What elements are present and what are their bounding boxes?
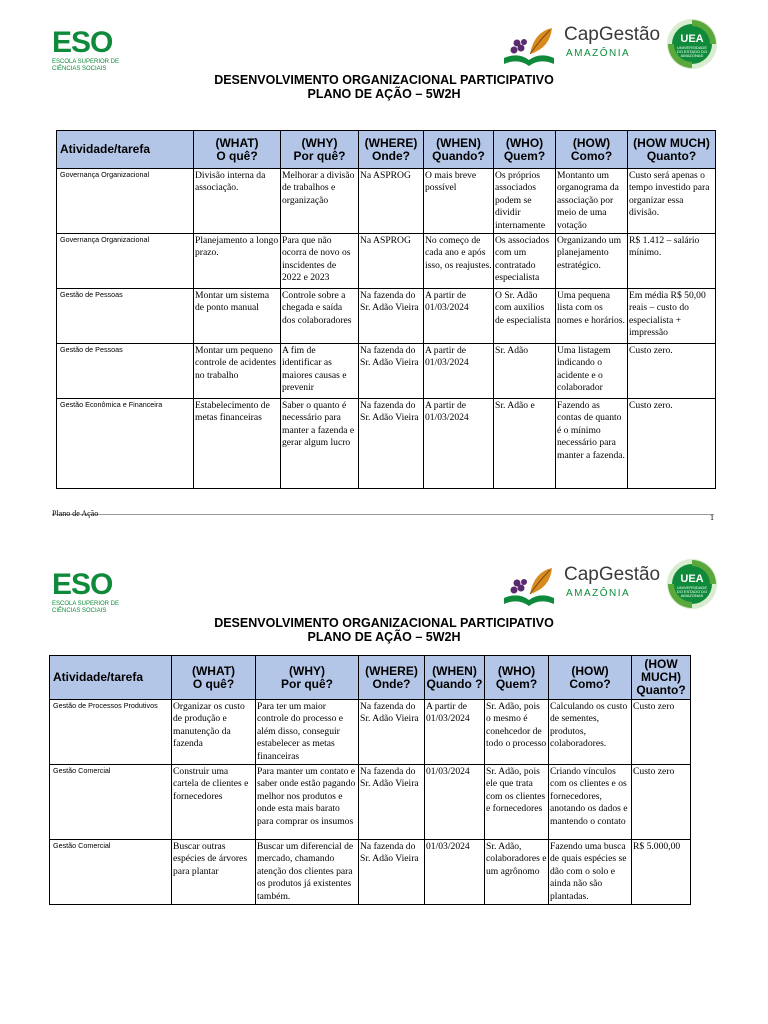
table-row xyxy=(57,289,716,344)
title-line-1: DESENVOLVIMENTO ORGANIZACIONAL PARTICIPATIVO xyxy=(214,616,554,630)
capgestao-logo xyxy=(500,558,720,612)
cell-how-much: Em média R$ 50,00 reais – custo do especialista + impressão xyxy=(628,289,716,344)
header-activity xyxy=(57,131,194,169)
book-leaf-icon xyxy=(500,564,558,608)
header-where-b: Onde? xyxy=(372,148,410,163)
cell-who: Sr. Adão, pois o mesmo é conehcedor de todo o processo xyxy=(485,700,549,765)
header-who xyxy=(485,656,549,700)
cell-activity: Governança Organizacional xyxy=(57,169,194,234)
title-line-2: PLANO DE AÇÃO – 5W2H xyxy=(307,87,461,101)
header-when-b: Quando? xyxy=(432,148,485,163)
cell-when: O mais breve possível xyxy=(424,169,494,234)
header-who-a: (WHO) xyxy=(505,135,544,150)
book-leaf-icon xyxy=(500,24,558,68)
action-plan-table-1 xyxy=(56,130,716,489)
cell-where: Na ASPROG xyxy=(359,169,424,234)
header-row xyxy=(57,131,716,169)
cell-what: Montar um sistema de ponto manual xyxy=(194,289,281,344)
uea-logo xyxy=(666,558,718,610)
document-title xyxy=(0,73,768,101)
cell-how: Fazendo uma busca de quais espécies se dão com o solo e ainda não são plantadas. xyxy=(549,840,632,905)
header-what-b: O quê? xyxy=(192,676,235,691)
cell-when: A partir de 01/03/2024 xyxy=(425,700,485,765)
table-row xyxy=(50,700,691,765)
header-what-a: (WHAT) xyxy=(215,135,259,150)
uea-small-3: AMAZONAS xyxy=(680,593,704,598)
cell-why: Controle sobre a chegada e saída dos colaboradores xyxy=(281,289,359,344)
table-row xyxy=(57,169,716,234)
table-row xyxy=(50,765,691,840)
capgestao-name: CapGestão xyxy=(564,564,661,585)
cell-when: 01/03/2024 xyxy=(425,840,485,905)
page-number: 1 xyxy=(710,513,714,522)
header-activity-label: Atividade/tarefa xyxy=(60,142,151,156)
header-how-much xyxy=(632,656,691,700)
header-what-a: (WHAT) xyxy=(191,663,236,678)
document-title xyxy=(0,616,768,644)
cell-how: Calculando os custo de sementes, produtos, colaboradores. xyxy=(549,700,632,765)
header-who-a: (WHO) xyxy=(497,663,536,678)
eso-wordmark: ESO xyxy=(52,26,113,59)
table-row xyxy=(57,234,716,289)
cell-how: Fazendo as contas de quanto é o mínimo necessário para manter a fazenda. xyxy=(556,399,628,489)
header-why xyxy=(281,131,359,169)
cell-why: Para ter um maior controle do processo e além disso, conseguir estabelecer as metas financeiras xyxy=(256,700,359,765)
header-row xyxy=(50,656,691,700)
cell-how-much: Custo zero xyxy=(632,700,691,765)
uea-small-3: AMAZONAS xyxy=(680,53,704,58)
cell-where: Na fazenda do Sr. Adão Vieira xyxy=(359,765,425,840)
cell-where: Na fazenda do Sr. Adão Vieira xyxy=(359,399,424,489)
action-plan-table-2 xyxy=(49,655,691,905)
cell-how: Criando vínculos com os clientes e os fornecedores, anotando os dados e mantendo o contato xyxy=(549,765,632,840)
cell-where: Na ASPROG xyxy=(359,234,424,289)
cell-how-much: Custo zero. xyxy=(628,344,716,399)
cell-how-much: Custo zero. xyxy=(628,399,716,489)
table-row xyxy=(57,399,716,489)
header-where xyxy=(359,656,425,700)
header-how-b: Como? xyxy=(569,676,611,691)
cell-why: Saber o quanto é necessário para manter a fazenda e gerar algum lucro xyxy=(281,399,359,489)
header-why-b: Por quê? xyxy=(280,676,333,691)
cell-where: Na fazenda do Sr. Adão Vieira xyxy=(359,700,425,765)
header-why-b: Por quê? xyxy=(293,148,346,163)
header-why-a: (WHY) xyxy=(301,135,338,150)
cell-how: Montanto um organograma da associação por meio de uma votação xyxy=(556,169,628,234)
eso-subtitle-2: CIÊNCIAS SOCIAIS xyxy=(52,608,107,614)
header-who-b: Quem? xyxy=(495,676,538,691)
header-how-much-b: MUCH) Quanto? xyxy=(636,670,686,697)
cell-when: A partir de 01/03/2024 xyxy=(424,344,494,399)
header-when-b: Quando ? xyxy=(426,676,483,691)
title-line-1: DESENVOLVIMENTO ORGANIZACIONAL PARTICIPATIVO xyxy=(214,73,554,87)
table-row xyxy=(57,344,716,399)
header-how-much-a: (HOW MUCH) xyxy=(633,135,710,150)
cell-who: Sr. Adão xyxy=(494,344,556,399)
cell-what: Organizar os custo de produção e manutenção da fazenda xyxy=(172,700,256,765)
cell-how-much: R$ 1.412 – salário mínimo. xyxy=(628,234,716,289)
header-where-a: (WHERE) xyxy=(365,663,418,678)
cell-where: Na fazenda do Sr. Adão Vieira xyxy=(359,840,425,905)
eso-subtitle-1: ESCOLA SUPERIOR DE xyxy=(52,601,120,607)
cell-how: Organizando um planejamento estratégico. xyxy=(556,234,628,289)
cell-what: Construir uma cartela de clientes e fornecedores xyxy=(172,765,256,840)
cell-activity: Gestão Comercial xyxy=(50,765,172,840)
page-2 xyxy=(0,548,768,1024)
cell-what: Buscar outras espécies de árvores para plantar xyxy=(172,840,256,905)
cell-how-much: Custo será apenas o tempo investido para organizar essa divisão. xyxy=(628,169,716,234)
header-how-much-b: Quanto? xyxy=(646,148,697,163)
header-how-b: Como? xyxy=(570,148,613,163)
uea-small-2: DO ESTADO DO xyxy=(676,589,708,594)
cell-how: Uma listagem indicando o acidente e o colaborador xyxy=(556,344,628,399)
uea-label: UEA xyxy=(680,33,704,45)
uea-label: UEA xyxy=(680,573,704,585)
header-what-b: O quê? xyxy=(216,148,258,163)
cell-activity: Gestão de Pessoas xyxy=(57,344,194,399)
capgestao-name: CapGestão xyxy=(564,24,661,45)
cell-activity: Gestão de Processos Produtivos xyxy=(50,700,172,765)
capgestao-subtitle: AMAZÔNIA xyxy=(566,588,631,599)
cell-where: Na fazenda do Sr. Adão Vieira xyxy=(359,344,424,399)
title-line-2: PLANO DE AÇÃO – 5W2H xyxy=(307,630,461,644)
header-why-a: (WHY) xyxy=(289,663,325,678)
uea-small-1: UNIVERSIDADE xyxy=(676,45,707,50)
cell-who: Os associados com um contratado especialista xyxy=(494,234,556,289)
header-what xyxy=(172,656,256,700)
cell-why: A fim de identificar as maiores causas e prevenir xyxy=(281,344,359,399)
cell-how-much: Custo zero xyxy=(632,765,691,840)
uea-logo xyxy=(666,18,718,70)
cell-activity: Governança Organizacional xyxy=(57,234,194,289)
table-row xyxy=(50,840,691,905)
eso-logo xyxy=(52,28,119,72)
cell-when: A partir de 01/03/2024 xyxy=(424,289,494,344)
header-how xyxy=(549,656,632,700)
header-activity-label: Atividade/tarefa xyxy=(53,670,144,684)
cell-what: Planejamento a longo prazo. xyxy=(194,234,281,289)
header-where-a: (WHERE) xyxy=(364,135,418,150)
cell-who: O Sr. Adão com auxilios de especialista xyxy=(494,289,556,344)
header-when-a: (WHEN) xyxy=(432,663,477,678)
header-where-b: Onde? xyxy=(372,676,411,691)
header-activity xyxy=(50,656,172,700)
cell-what: Estabelecimento de metas financeiras xyxy=(194,399,281,489)
header-how-a: (HOW) xyxy=(571,663,609,678)
header-how-much xyxy=(628,131,716,169)
eso-logo xyxy=(52,570,119,614)
header-how-much-a: (HOW xyxy=(644,657,678,671)
cell-how: Uma pequena lista com os nomes e horários. xyxy=(556,289,628,344)
capgestao-subtitle: AMAZÔNIA xyxy=(566,48,631,59)
cell-who: Sr. Adão e xyxy=(494,399,556,489)
header-what xyxy=(194,131,281,169)
cell-how-much: R$ 5.000,00 xyxy=(632,840,691,905)
eso-subtitle-1: ESCOLA SUPERIOR DE xyxy=(52,59,120,65)
cell-who: Sr. Adão, colaboradores e um agrônomo xyxy=(485,840,549,905)
header-who xyxy=(494,131,556,169)
cell-who: Sr. Adão, pois ele que trata com os clientes e fornecedores xyxy=(485,765,549,840)
cell-when: 01/03/2024 xyxy=(425,765,485,840)
cell-why: Buscar um diferencial de mercado, chamando atenção dos clientes para os produtos já existentes também. xyxy=(256,840,359,905)
capgestao-logo xyxy=(500,18,720,72)
header-when xyxy=(424,131,494,169)
uea-small-text xyxy=(666,586,718,598)
cell-why: Melhorar a divisão de trabalhos e organização xyxy=(281,169,359,234)
header-how xyxy=(556,131,628,169)
eso-subtitle-2: CIÊNCIAS SOCIAIS xyxy=(52,66,107,72)
header-when-a: (WHEN) xyxy=(436,135,481,150)
cell-why: Para que não ocorra de novo os inscidentes de 2022 e 2023 xyxy=(281,234,359,289)
header-how-a: (HOW) xyxy=(572,135,611,150)
cell-who: Os próprios associados podem se dividir internamente xyxy=(494,169,556,234)
uea-small-2: DO ESTADO DO xyxy=(676,49,708,54)
cell-activity: Gestão Econômica e Financeira xyxy=(57,399,194,489)
header-why xyxy=(256,656,359,700)
eso-wordmark: ESO xyxy=(52,568,113,601)
cell-activity: Gestão de Pessoas xyxy=(57,289,194,344)
cell-when: No começo de cada ano e após isso, os reajustes. xyxy=(424,234,494,289)
footer-divider xyxy=(52,514,714,515)
cell-activity: Gestão Comercial xyxy=(50,840,172,905)
cell-why: Para manter um contato e saber onde estão pagando melhor nos produtos e onde esta mais barato para comprar os insumos xyxy=(256,765,359,840)
header-who-b: Quem? xyxy=(503,148,546,163)
header-when xyxy=(425,656,485,700)
footer-left-text: Plano de Ação xyxy=(52,509,99,518)
cell-what: Divisão interna da associação. xyxy=(194,169,281,234)
header-where xyxy=(359,131,424,169)
cell-what: Montar um pequeno controle de acidentes no trabalho xyxy=(194,344,281,399)
uea-small-text xyxy=(666,46,718,58)
cell-when: A partir de 01/03/2024 xyxy=(424,399,494,489)
uea-small-1: UNIVERSIDADE xyxy=(676,585,707,590)
cell-where: Na fazenda do Sr. Adão Vieira xyxy=(359,289,424,344)
